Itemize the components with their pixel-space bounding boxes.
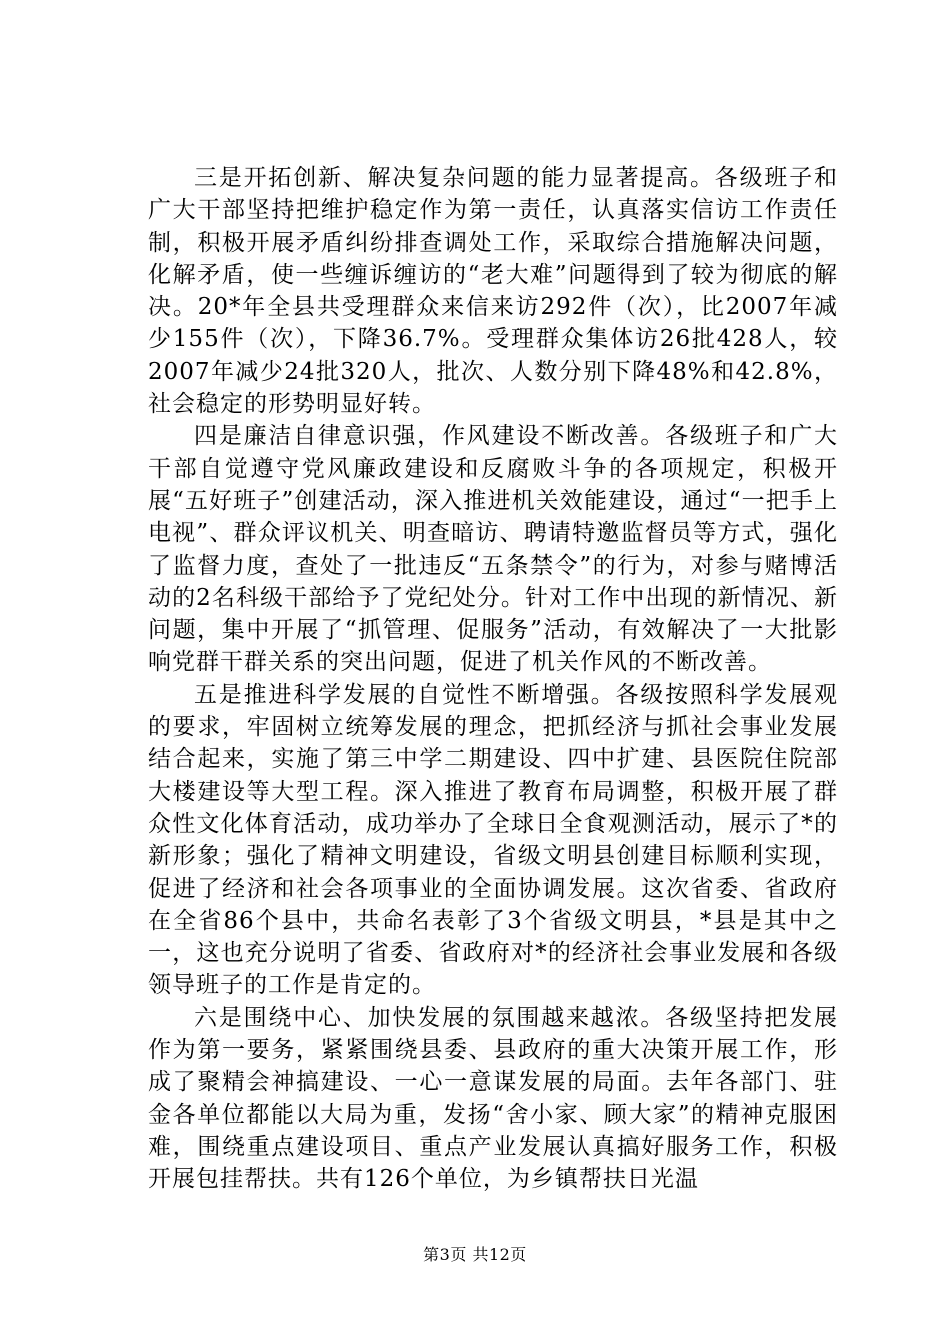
document-body (148, 162, 838, 1196)
paragraph-five: 五是推进科学发展的自觉性不断增强。各级按照科学发展观的要求，牢固树立统筹发展的理念，把抓经济与抓社会事业发展结合起来，实施了第三中学二期建设、四中扩建、县医院住院部大楼建设等大型工程。深入推进了教育布局调整，积极开展了群众性文化体育活动，成功举办了全球日全食观测活动，展示了*的新形象；强化了精神文明建设，省级文明县创建目标顺利实现，促进了经济和社会各项事业的全面协调发展。这次省委、省政府在全省86个县中，共命名表彰了3个省级文明县，*县是其中之一，这也充分说明了省委、省政府对*的经济社会事业发展和各级领导班子的工作是肯定的。 (148, 681, 838, 999)
page-footer: 第3页 共12页 (423, 1245, 527, 1264)
paragraph-four: 四是廉洁自律意识强，作风建设不断改善。各级班子和广大干部自觉遵守党风廉政建设和反腐败斗争的各项规定，积极开展“五好班子”创建活动，深入推进机关效能建设，通过“一把手上电视”、群众评议机关、明查暗访、聘请特邀监督员等方式，强化了监督力度，查处了一批违反“五条禁令”的行为，对参与赌博活动的2名科级干部给予了党纪处分。针对工作中出现的新情况、新问题，集中开展了“抓管理、促服务”活动，有效解决了一大批影响党群干群关系的突出问题，促进了机关作风的不断改善。 (148, 423, 838, 676)
paragraph-six: 六是围绕中心、加快发展的氛围越来越浓。各级坚持把发展作为第一要务，紧紧围绕县委、县政府的重大决策开展工作，形成了聚精会神搞建设、一心一意谋发展的局面。去年各部门、驻金各单位都能以大局为重，发扬“舍小家、顾大家”的精神克服困难，围绕重点建设项目、重点产业发展认真搞好服务工作，积极开展包挂帮扶。共有126个单位，为乡镇帮扶日光温 (148, 1004, 838, 1193)
paragraph-three: 三是开拓创新、解决复杂问题的能力显著提高。各级班子和广大干部坚持把维护稳定作为第一责任，认真落实信访工作责任制，积极开展矛盾纠纷排查调处工作，采取综合措施解决问题，化解矛盾，使一些缠诉缠访的“老大难”问题得到了较为彻底的解决。20*年全县共受理群众来信来访292件（次），比2007年减少155件（次），下降36.7%。受理群众集体访26批428人，较2007年减少24批320人，批次、人数分别下降48%和42.8%，社会稳定的形势明显好转。 (148, 165, 838, 418)
